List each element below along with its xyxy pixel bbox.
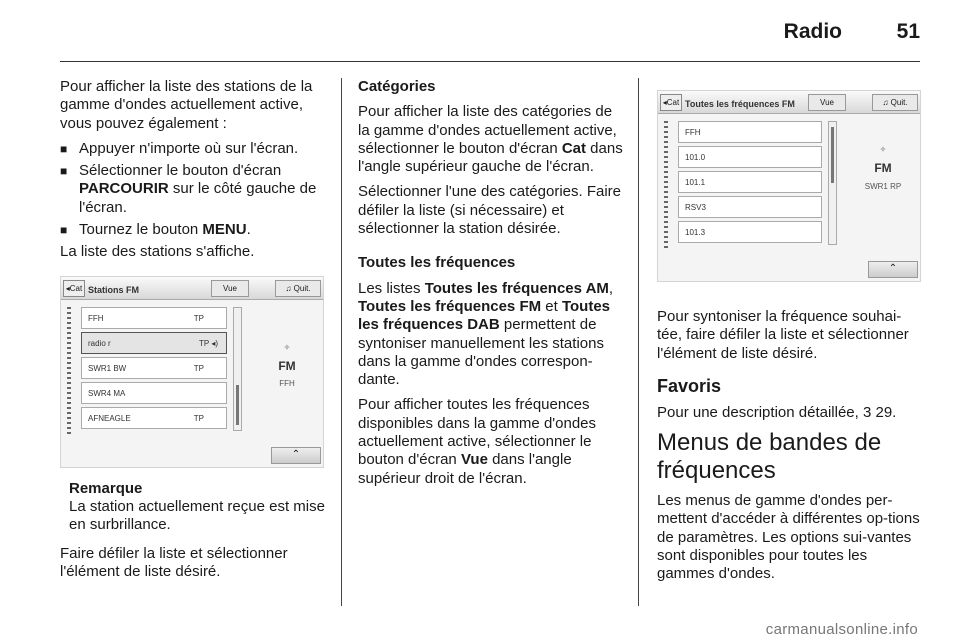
bullet-keyword: MENU <box>202 221 247 239</box>
station-name: SWR4 MA <box>88 388 126 398</box>
station-label: FFH <box>279 379 295 389</box>
keyword: Toutes les fréquences FM <box>358 297 542 315</box>
screen-all-frequencies-fm <box>657 90 921 282</box>
keyword: Toutes les fréquences AM <box>424 279 609 297</box>
keyword: Vue <box>460 451 488 469</box>
cat-button: ◂Cat <box>660 94 682 111</box>
chapter-title: Radio <box>783 20 842 43</box>
list-shown-text: La liste des stations s'affiche. <box>60 243 255 261</box>
column-2 <box>358 78 626 495</box>
outro-text: Faire défiler la liste et sélectionner l'élément de liste désiré. <box>60 544 288 580</box>
bullet-text: . <box>246 221 251 239</box>
band-menus-text: Les menus de gamme d'ondes per-mettent d'accéder à différentes op-tions de paramètres. Les options sui-vantes sont disponibles pour toutes les gammes d'ondes. <box>657 492 920 583</box>
column-divider-2 <box>638 78 639 606</box>
station-name: FFH <box>88 313 104 323</box>
note-block <box>60 480 326 535</box>
keyword: Cat <box>561 139 587 157</box>
column-1 <box>60 78 326 588</box>
bullet-text: Tournez le bouton <box>79 221 203 239</box>
bullet-text: sur le côté gauche de l'écran. <box>79 180 317 216</box>
note-title: Remarque <box>69 479 143 497</box>
station-tag: TP <box>193 313 204 323</box>
bullet-keyword: PARCOURIR <box>79 180 169 198</box>
screen-title: Toutes les fréquences FM <box>685 99 795 109</box>
scrollbar-thumb <box>831 127 834 183</box>
body-text: permettent de syntoniser manuellement les stations dans la gamme d'ondes correspon-dante. <box>358 316 604 389</box>
cat-button: ◂Cat <box>63 280 85 297</box>
up-button: ⌃ <box>868 261 918 278</box>
body-text: et <box>541 297 562 315</box>
keyword: Toutes les fréquences DAB <box>358 297 611 334</box>
page-ref: 29. <box>871 403 897 421</box>
alphabet-strip <box>664 121 668 249</box>
up-button: ⌃ <box>271 447 321 464</box>
band-label: FM <box>874 161 892 176</box>
categories-text <box>358 103 626 176</box>
station-row <box>81 407 227 429</box>
column-divider-1 <box>341 78 342 606</box>
screen-stations-fm <box>60 276 324 468</box>
body-text: dans l'angle supérieur gauche de l'écran. <box>358 139 623 176</box>
bullet-item <box>60 221 326 239</box>
station-tag: TP ◂) <box>199 338 218 348</box>
all-frequencies-heading: Toutes les fréquences <box>358 254 516 272</box>
radio-icon: ✧ <box>879 145 887 154</box>
band-emblem <box>257 339 317 394</box>
quit-button: ♫ Quit. <box>872 94 918 111</box>
header-rule <box>60 61 920 62</box>
station-row <box>81 357 227 379</box>
bullet-item <box>60 140 326 158</box>
station-tag: TP <box>193 363 204 373</box>
station-row <box>81 382 227 404</box>
page-header <box>0 0 960 62</box>
watermark: carmanualsonline.info <box>765 621 918 638</box>
station-tag: TP <box>193 413 204 423</box>
body-text: Pour afficher toutes les fréquences disponibles dans la gamme d'ondes actuellement active, sélectionner le bouton d'écran <box>358 396 597 469</box>
station-name: radio r <box>88 338 111 348</box>
vue-button: Vue <box>808 94 846 111</box>
all-frequencies-text-2 <box>358 396 626 487</box>
station-row-selected <box>81 332 227 354</box>
note-text: La station actuellement reçue est mise en surbrillance. <box>69 497 325 534</box>
frequency-row: 101.1 <box>678 171 822 193</box>
station-row <box>81 307 227 329</box>
body-text: , <box>608 279 614 297</box>
frequency-row: FFH <box>678 121 822 143</box>
categories-text-2: Sélectionner l'une des catégories. Faire défiler la liste (si nécessaire) et sélectionner la station désirée. <box>358 183 622 238</box>
column-3 <box>657 78 925 591</box>
all-frequencies-text <box>358 280 626 390</box>
band-label: FM <box>278 358 296 373</box>
bullet-text: Sélectionner le bouton d'écran <box>79 162 282 180</box>
station-label: SWR1 RP <box>864 181 902 191</box>
favorites-text <box>657 404 925 422</box>
page-number: 51 <box>896 20 920 43</box>
quit-button: ♫ Quit. <box>275 280 321 297</box>
tune-text: Pour syntoniser la fréquence souhai-tée, faire défiler la liste et sélectionner l'élément de liste désiré. <box>657 308 909 362</box>
alphabet-strip <box>67 307 71 435</box>
station-name: SWR1 BW <box>88 363 127 373</box>
bullet-item <box>60 162 326 217</box>
body-text: dans l'angle supérieur droit de l'écran. <box>358 451 572 487</box>
frequency-row: 101.0 <box>678 146 822 168</box>
scrollbar-thumb <box>236 385 239 425</box>
body-text: Les listes <box>358 279 425 297</box>
band-emblem <box>852 141 914 196</box>
bullet-text: Appuyer n'importe où sur l'écran. <box>79 139 299 157</box>
categories-heading: Catégories <box>358 78 436 95</box>
vue-button: Vue <box>211 280 249 297</box>
intro-text: Pour afficher la liste des stations de la gamme d'ondes actuellement active, vous pouvez également : <box>60 78 313 132</box>
body-text: Pour une description détaillée, <box>657 403 863 421</box>
station-name: AFNEAGLE <box>88 413 131 423</box>
band-menus-heading: Menus de bandes de fréquences <box>657 429 882 485</box>
favorites-heading: Favoris <box>657 375 722 396</box>
frequency-row: 101.3 <box>678 221 822 243</box>
screen-title: Stations FM <box>88 284 139 295</box>
radio-icon: ✧ <box>283 342 291 352</box>
body-text: Pour afficher la liste des catégories de la gamme d'ondes actuellement active, sélectionner le bouton d'écran <box>358 103 617 157</box>
frequency-row: RSV3 <box>678 196 822 218</box>
page-ref-arrow-icon: 3 <box>862 403 872 421</box>
